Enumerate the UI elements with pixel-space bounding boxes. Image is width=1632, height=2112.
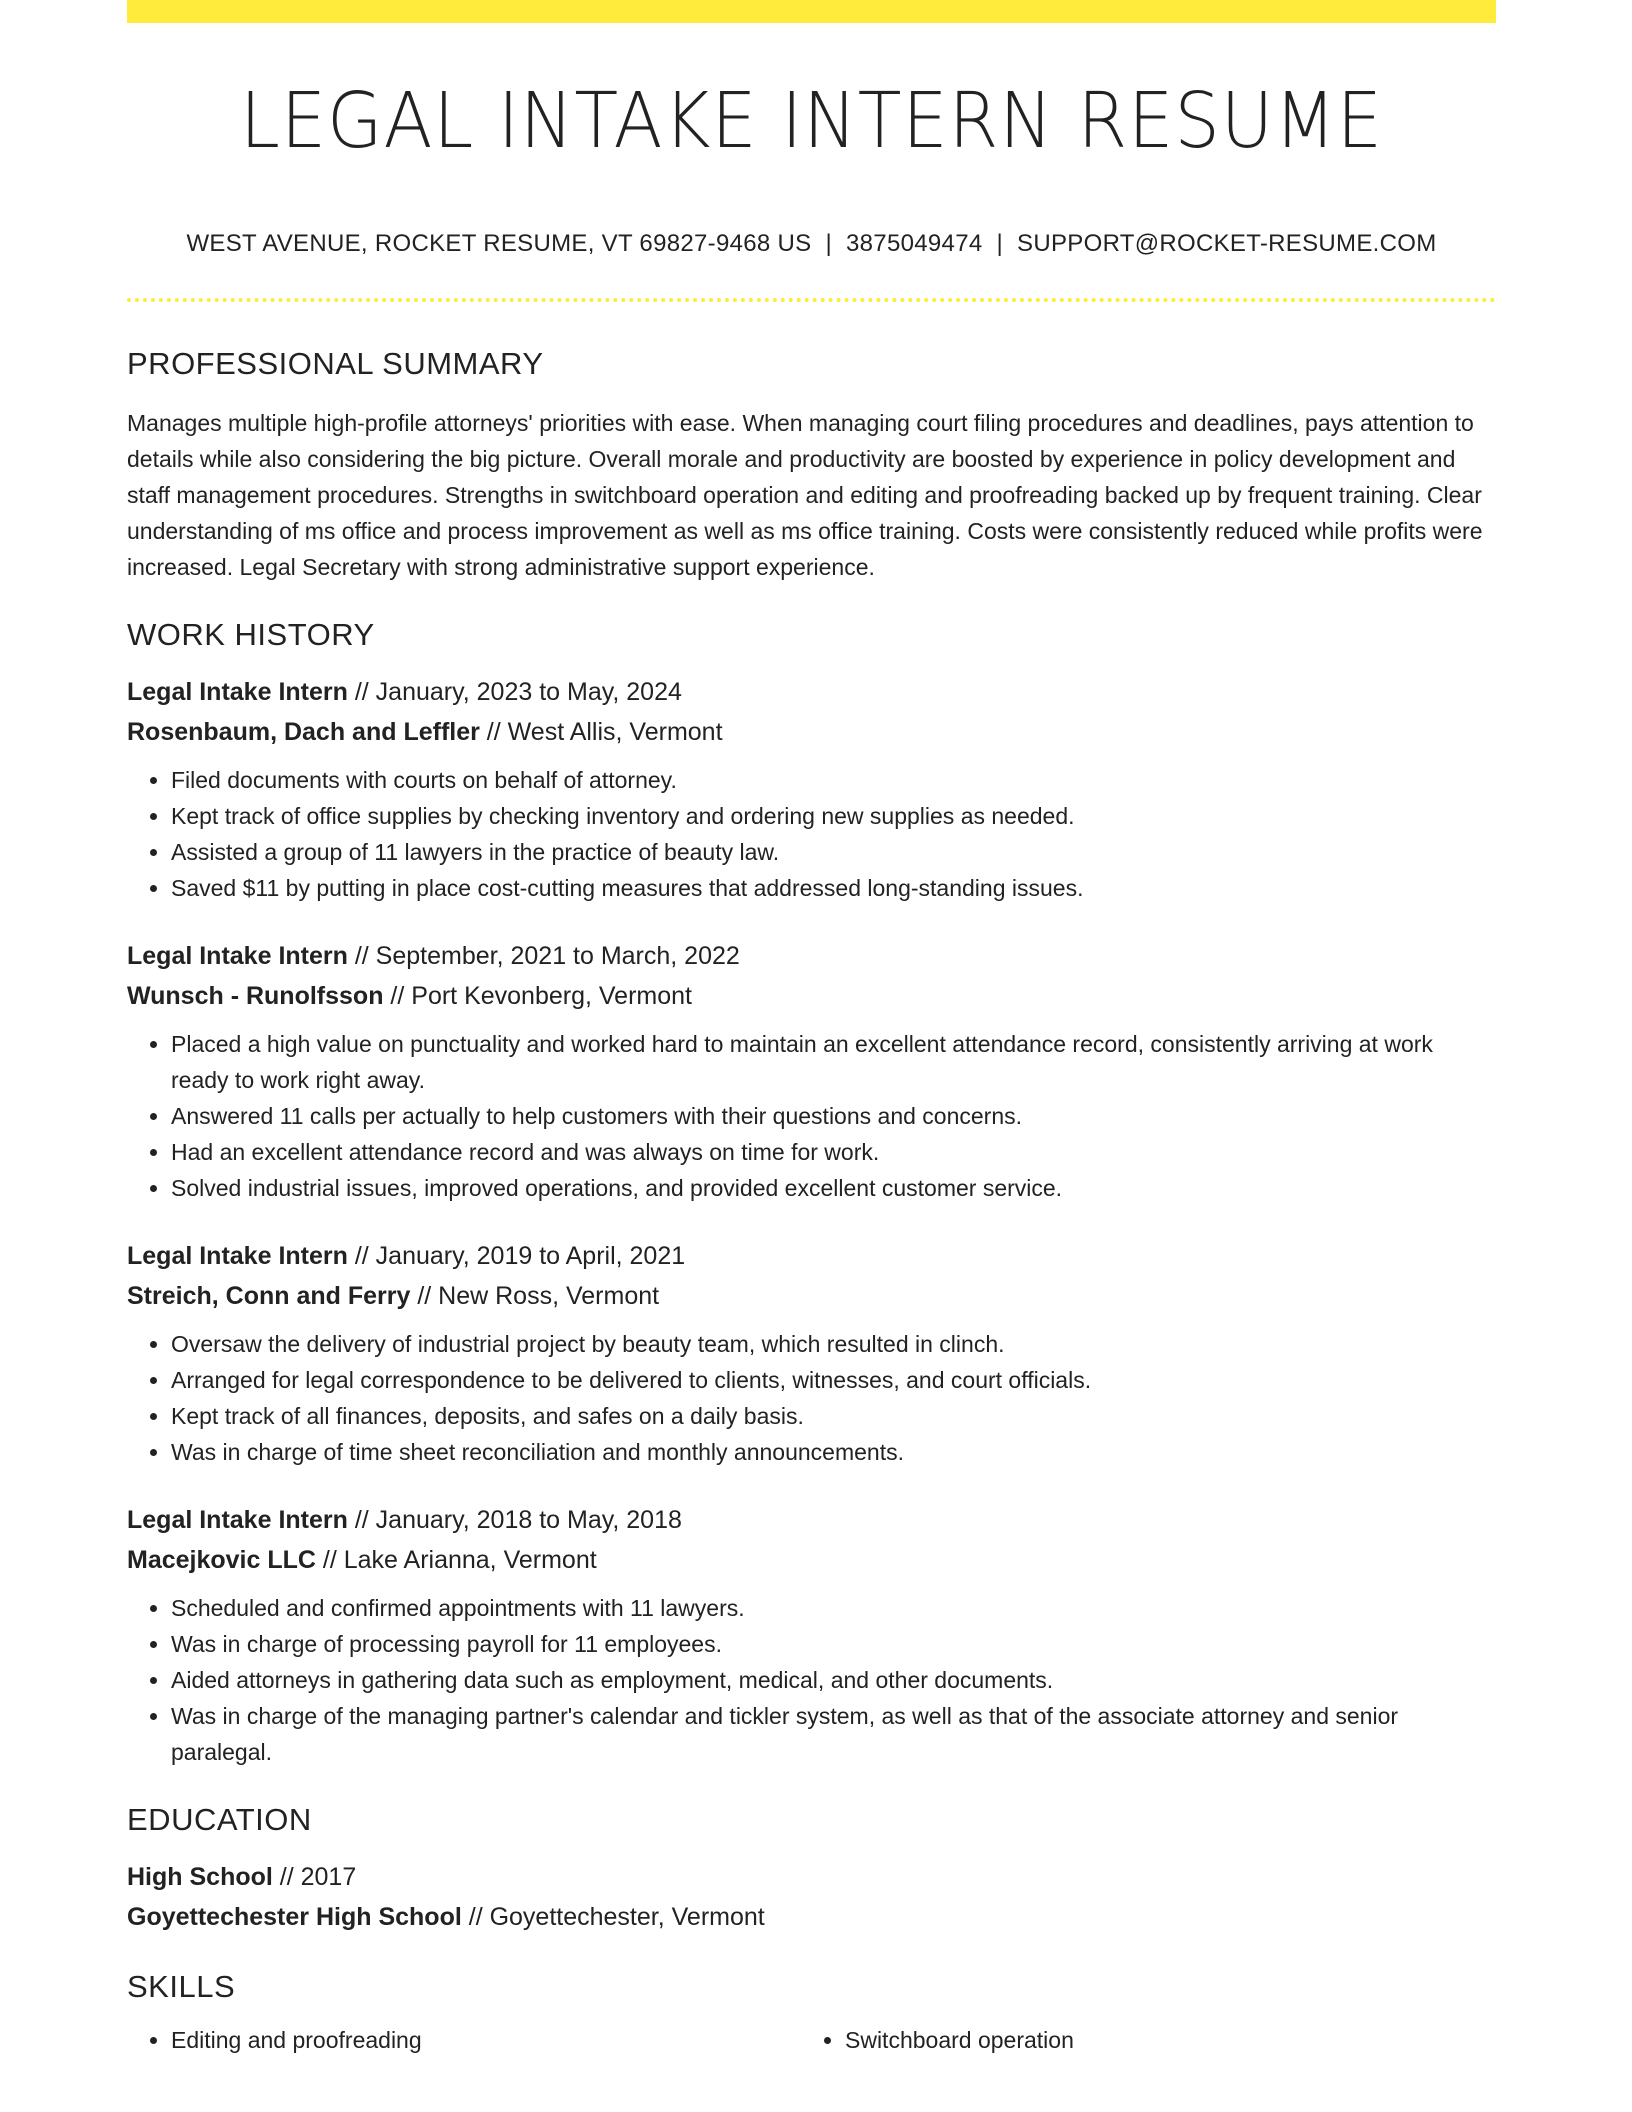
contact-email: SUPPORT@ROCKET-RESUME.COM [1017,230,1437,257]
accent-top-bar [127,0,1496,23]
list-item: • Filed documents with courts on behalf of attorney. [171,762,1496,798]
job-title-line [127,936,1496,976]
job-dates: // January, 2019 to April, 2021 [347,1242,686,1270]
skills-list [127,2022,1496,2058]
list-item: • Arranged for legal correspondence to be delivered to clients, witnesses, and court officials. [171,1362,1496,1398]
list-item: • Answered 11 calls per actually to help customers with their questions and concerns. [171,1098,1496,1134]
job-company-line [127,1276,1496,1316]
summary-heading: PROFESSIONAL SUMMARY [127,346,544,381]
education-school-line [127,1897,1496,1937]
resume-page [127,0,1496,2058]
list-item: • Scheduled and confirmed appointments with 11 lawyers. [171,1590,1496,1626]
job-location: // West Allis, Vermont [479,718,723,746]
job-location: // New Ross, Vermont [410,1282,660,1310]
list-item: • Solved industrial issues, improved operations, and provided excellent customer service. [171,1170,1496,1206]
list-item: • Aided attorneys in gathering data such as employment, medical, and other documents. [171,1662,1496,1698]
job-dates: // January, 2023 to May, 2024 [347,678,682,706]
education-entry [127,1857,1496,1937]
job-location: // Port Kevonberg, Vermont [383,982,692,1010]
job-title: Legal Intake Intern [127,1506,348,1534]
contact-separator: | [996,230,1004,257]
job-company: Rosenbaum, Dach and Leffler [127,718,480,746]
job-company-line [127,1540,1496,1580]
education-heading: EDUCATION [127,1802,312,1837]
skills-column-right [801,2022,1475,2058]
contact-phone: 3875049474 [846,230,983,257]
job-title-line [127,1500,1496,1540]
list-item: • Had an excellent attendance record and was always on time for work. [171,1134,1496,1170]
education-school: Goyettechester High School [127,1903,462,1931]
job-company: Macejkovic LLC [127,1546,316,1574]
job-title-line [127,1236,1496,1276]
skills-column-left [127,2022,801,2058]
job-bullets [127,1590,1496,1770]
list-item: • Was in charge of the managing partner's calendar and tickler system, as well as that of the associate attorney and senior paralegal. [171,1698,1496,1770]
job-company: Wunsch - Runolfsson [127,982,384,1010]
job-dates: // September, 2021 to March, 2022 [347,942,740,970]
contact-address: WEST AVENUE, ROCKET RESUME, VT 69827-9468 US [186,230,812,257]
education-year: // 2017 [272,1863,357,1891]
education-degree-line [127,1857,1496,1897]
job-entry [127,936,1496,1206]
list-item: • Oversaw the delivery of industrial project by beauty team, which resulted in clinch. [171,1326,1496,1362]
education-degree: High School [127,1863,273,1891]
job-bullets [127,762,1496,906]
list-item: • Was in charge of processing payroll for 11 employees. [171,1626,1496,1662]
job-location: // Lake Arianna, Vermont [315,1546,597,1574]
job-company-line [127,712,1496,752]
list-item: • Switchboard operation [845,2022,1475,2058]
contact-separator: | [825,230,833,257]
list-item: • Was in charge of time sheet reconciliation and monthly announcements. [171,1434,1496,1470]
job-title: Legal Intake Intern [127,1242,348,1270]
job-title-line [127,672,1496,712]
summary-text: Manages multiple high-profile attorneys' priorities with ease. When managing court filing procedures and deadlines, pays attention to details while also considering the big picture. Overall morale and productivity are boosted by experience in policy development and staff management procedures. Strengths in switchboard operation and editing and proofreading backed up by frequent training. Clear understanding of ms office and process improvement as well as ms office training. Costs were consistently reduced while profits were increased. Legal Secretary with strong administrative support experience. [127,410,1483,580]
skills-heading: SKILLS [127,1969,236,2004]
work-history-heading: WORK HISTORY [127,617,375,652]
list-item: • Assisted a group of 11 lawyers in the practice of beauty law. [171,834,1496,870]
job-bullets [127,1026,1496,1206]
job-company: Streich, Conn and Ferry [127,1282,411,1310]
job-entry [127,1236,1496,1470]
job-bullets [127,1326,1496,1470]
list-item: • Kept track of all finances, deposits, and safes on a daily basis. [171,1398,1496,1434]
dotted-divider [127,298,1496,302]
job-entry [127,1500,1496,1770]
job-entry [127,672,1496,906]
job-title: Legal Intake Intern [127,942,348,970]
resume-title: LEGAL INTAKE INTERN RESUME [240,77,1383,166]
list-item: • Placed a high value on punctuality and worked hard to maintain an excellent attendance record, consistently arriving at work ready to work right away. [171,1026,1496,1098]
contact-line [127,230,1496,258]
job-title: Legal Intake Intern [127,678,348,706]
list-item: • Saved $11 by putting in place cost-cutting measures that addressed long-standing issues. [171,870,1496,906]
job-company-line [127,976,1496,1016]
job-dates: // January, 2018 to May, 2018 [347,1506,682,1534]
education-location: // Goyettechester, Vermont [461,1903,765,1931]
list-item: • Editing and proofreading [171,2022,801,2058]
list-item: • Kept track of office supplies by checking inventory and ordering new supplies as needed. [171,798,1496,834]
